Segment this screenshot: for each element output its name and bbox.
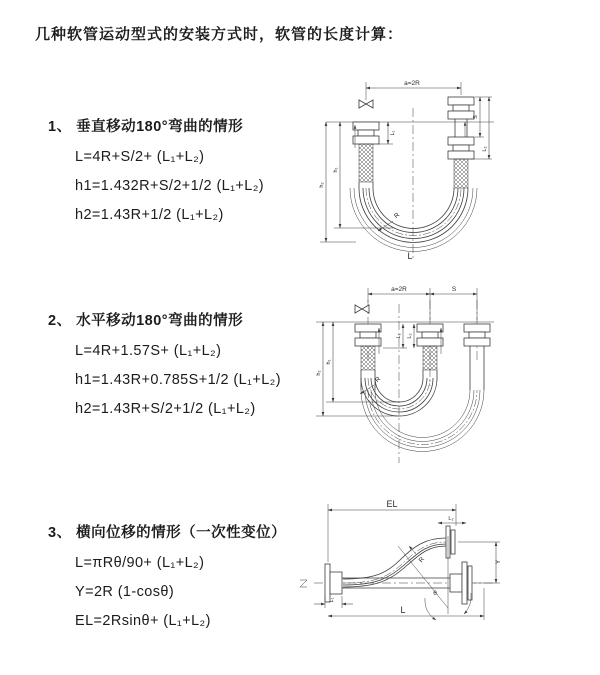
diagram-horizontal-180-bend xyxy=(298,278,598,473)
dim-label-l2: L₂ xyxy=(482,146,488,152)
dim-label-a2r: a=2R xyxy=(391,286,407,293)
length-label: L xyxy=(407,251,413,261)
angle-arc xyxy=(425,598,436,620)
break-symbol xyxy=(300,580,307,587)
left-hose-fitting xyxy=(353,122,379,182)
section-3-heading: 3、 横向位移的情形（一次性变位） xyxy=(48,525,287,541)
section-3-formula-Y: Y=2R (1-cosθ) xyxy=(75,584,175,600)
right-hose-fitting-upper xyxy=(448,97,474,119)
radius-label: R xyxy=(392,211,402,221)
braid-section xyxy=(359,144,373,182)
section-2-formula-h1: h1=1.43R+0.785S+1/2 (L₁+L₂) xyxy=(75,372,281,388)
dim-label-l1: L₁ xyxy=(396,333,402,339)
section-2-heading: 2、 水平移动180°弯曲的情形 xyxy=(48,313,244,329)
section-2-formula-L: L=4R+1.57S+ (L₁+L₂) xyxy=(75,343,222,359)
diagram-1-drawing xyxy=(298,70,598,270)
left-flange xyxy=(325,564,342,602)
valve-icon xyxy=(355,305,369,313)
radius-label: R xyxy=(373,375,383,385)
upper-right-flange-displaced xyxy=(446,526,455,558)
dim-label-el: EL xyxy=(386,499,398,509)
page-title: 几种软管运动型式的安装方式时，软管的长度计算： xyxy=(35,26,404,43)
dim-label-h1: h₁ xyxy=(333,167,339,173)
dim-label-a2r: a=2R xyxy=(404,80,420,87)
valve-icon xyxy=(359,100,373,108)
radius-label: R xyxy=(417,555,427,565)
dim-label-y: Y xyxy=(495,559,502,565)
hose-u-bend xyxy=(359,188,468,243)
dim-label-l1: L₁ xyxy=(390,130,396,136)
section-3-formula-EL: EL=2Rsinθ+ (L₁+L₂) xyxy=(75,613,211,629)
diagram-2-drawing xyxy=(298,278,598,473)
dim-label-s: S xyxy=(451,286,457,293)
dim-label-h2: h₂ xyxy=(319,182,325,188)
right-hose-fitting-lower xyxy=(448,137,474,188)
dim-label-l2: L₂ xyxy=(407,333,413,339)
dim-label-h1: h₁ xyxy=(326,359,332,365)
diagram-vertical-180-bend xyxy=(298,70,598,270)
right-flange-original xyxy=(450,562,472,604)
diagram-lateral-displacement xyxy=(288,496,598,651)
braid-section xyxy=(423,346,437,370)
dim-label-l1: L₁ xyxy=(329,597,335,603)
section-3-formula-L: L=πRθ/90+ (L₁+L₂) xyxy=(75,555,205,571)
angle-label: θ xyxy=(433,590,437,597)
middle-hose-fitting xyxy=(417,324,443,370)
diagram-3-drawing xyxy=(288,496,598,651)
length-label: L xyxy=(400,605,406,615)
dim-label-h2: h₂ xyxy=(316,370,322,376)
braid-section xyxy=(454,159,468,188)
hose-u-bend-displaced xyxy=(361,390,484,452)
left-hose-fitting xyxy=(355,324,381,370)
section-1-heading: 1、 垂直移动180°弯曲的情形 xyxy=(48,119,244,135)
hose-s-curve xyxy=(343,538,446,587)
section-1-formula-h2: h2=1.43R+1/2 (L₁+L₂) xyxy=(75,207,224,223)
dim-label-s: S xyxy=(473,115,479,119)
braid-section xyxy=(361,346,375,370)
right-hose-fitting-displaced xyxy=(464,324,490,346)
radius-construction-line xyxy=(398,546,448,608)
dim-label-l2: L₂ xyxy=(448,516,454,522)
section-2-formula-h2: h2=1.43R+S/2+1/2 (L₁+L₂) xyxy=(75,401,256,417)
section-1-formula-L: L=4R+S/2+ (L₁+L₂) xyxy=(75,149,205,165)
section-1-formula-h1: h1=1.432R+S/2+1/2 (L₁+L₂) xyxy=(75,178,265,194)
